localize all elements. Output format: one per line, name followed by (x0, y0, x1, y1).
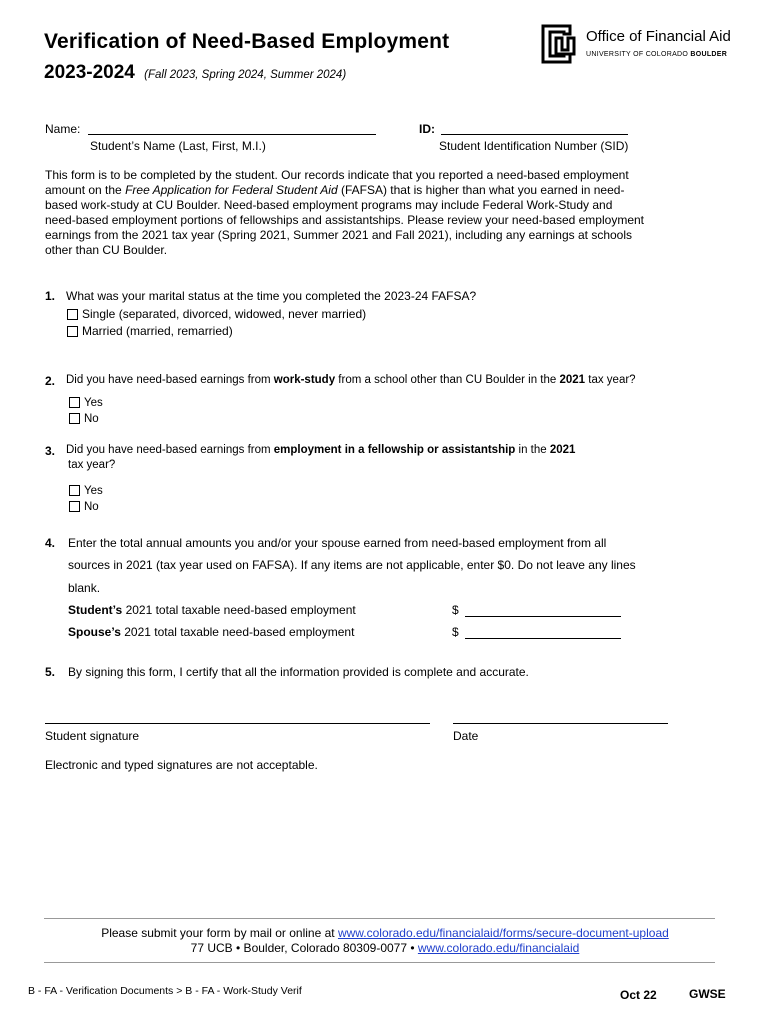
checkbox[interactable] (69, 397, 80, 408)
q4-number: 4. (45, 536, 56, 550)
q4-student-label: Student’s 2021 total taxable need-based employment (68, 603, 356, 617)
checkbox[interactable] (67, 326, 78, 337)
footer-divider-top (44, 918, 715, 919)
id-hint: Student Identification Number (SID) (439, 139, 629, 153)
id-label: ID: (419, 122, 435, 136)
footer-divider-bottom (44, 962, 715, 963)
checkbox[interactable] (69, 501, 80, 512)
cu-logo (540, 22, 740, 68)
q4-line3: blank. (68, 581, 101, 595)
q2-option-yes[interactable]: Yes (69, 397, 103, 409)
signature-line[interactable] (45, 723, 430, 724)
name-field[interactable] (88, 121, 376, 135)
form-date-code: Oct 22 (620, 988, 657, 1002)
website-link[interactable]: www.colorado.edu/financialaid (417, 941, 580, 955)
q4-spouse-dollar: $ (452, 625, 459, 639)
q2-option-no[interactable]: No (69, 413, 99, 425)
q3-number: 3. (45, 444, 56, 458)
q3-text-cont: tax year? (68, 459, 116, 471)
date-label: Date (453, 729, 479, 743)
q4-spouse-label: Spouse’s 2021 total taxable need-based employment (68, 625, 355, 639)
logo-office-name: Office of Financial Aid (586, 28, 731, 45)
form-code: GWSE (689, 987, 726, 1001)
name-hint: Student’s Name (Last, First, M.I.) (90, 139, 266, 153)
form-title: Verification of Need-Based Employment (44, 30, 450, 53)
q4-student-dollar: $ (452, 603, 459, 617)
award-years: 2023-2024 (44, 62, 135, 83)
logo-university: UNIVERSITY OF COLORADO BOULDER (586, 51, 728, 58)
form-years (44, 62, 346, 84)
spouse-amount-field[interactable] (465, 625, 621, 639)
checkbox[interactable] (69, 485, 80, 496)
student-amount-field[interactable] (465, 603, 621, 617)
q1-text: What was your marital status at the time you completed the 2023-24 FAFSA? (66, 289, 477, 303)
q2-text: Did you have need-based earnings from work-study from a school other than CU Boulder in the 2021 tax year? (66, 374, 636, 386)
q5-number: 5. (45, 665, 56, 679)
intro-paragraph: This form is to be completed by the student. Our records indicate that you reported a need-based employment amount on the Free Application for Federal Student Aid (FAFSA) that is higher than what you earned in need-based work-study at CU Boulder. Need-based employment programs may include Federal Work-Study and need-based employment portions of fellowships and assistantships. Please review your need-based employment earnings from the 2021 tax year (Spring 2021, Summer 2021 and Fall 2021), including any earnings at schools other than CU Boulder. (45, 168, 644, 257)
doc-breadcrumb: B - FA - Verification Documents > B - FA - Work-Study Verif (28, 985, 302, 997)
checkbox[interactable] (67, 309, 78, 320)
checkbox[interactable] (69, 413, 80, 424)
id-field[interactable] (441, 121, 628, 135)
q1-option-married[interactable]: Married (married, remarried) (67, 324, 233, 338)
q3-option-yes[interactable]: Yes (69, 485, 103, 497)
q2-number: 2. (45, 374, 56, 388)
q5-text: By signing this form, I certify that all the information provided is complete and accurate. (68, 665, 529, 679)
footer-address: 77 UCB • Boulder, Colorado 80309-0077 • www.colorado.edu/financialaid (190, 941, 580, 955)
q4-line2: sources in 2021 (tax year used on FAFSA). If any items are not applicable, enter $0. Do not leave any lines (68, 558, 636, 572)
date-line[interactable] (453, 723, 668, 724)
q3-option-no[interactable]: No (69, 501, 99, 513)
signature-label: Student signature (45, 729, 140, 743)
footer-submit: Please submit your form by mail or online at www.colorado.edu/financialaid/forms/secure-document-upload (101, 926, 669, 940)
q1-option-single[interactable]: Single (separated, divorced, widowed, never married) (67, 307, 366, 321)
q1-number: 1. (45, 289, 56, 303)
name-label: Name: (45, 122, 81, 136)
q4-line1: Enter the total annual amounts you and/or your spouse earned from need-based employment from all (68, 536, 607, 550)
cu-logo-icon (540, 22, 582, 66)
signature-note: Electronic and typed signatures are not acceptable. (45, 758, 318, 772)
q3-text: Did you have need-based earnings from employment in a fellowship or assistantship in the 2021 (66, 444, 576, 456)
upload-link[interactable]: www.colorado.edu/financialaid/forms/secure-document-upload (337, 926, 669, 940)
form-terms: (Fall 2023, Spring 2024, Summer 2024) (144, 69, 347, 81)
